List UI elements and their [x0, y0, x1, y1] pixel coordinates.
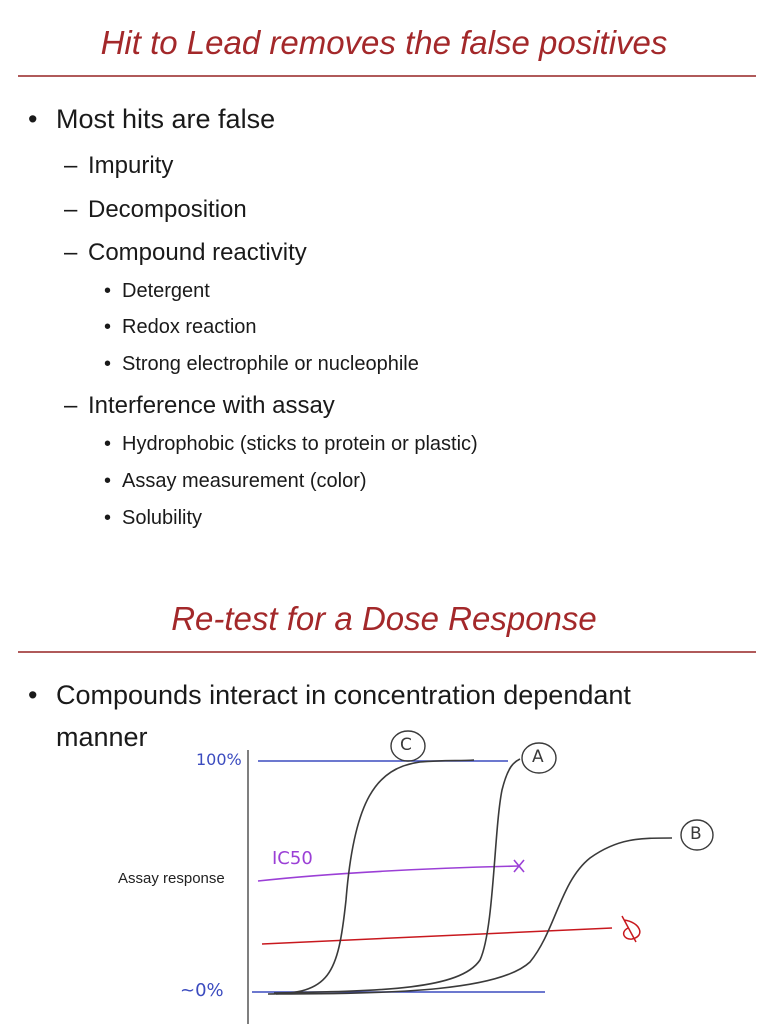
red-b-crossed-mark: [622, 916, 640, 942]
label-ic50: IC50: [272, 848, 313, 869]
bullet-dash: –: [64, 196, 78, 223]
bullet-dot: •: [104, 280, 112, 302]
curve-b: [276, 838, 672, 994]
slide-dose-response: [0, 570, 768, 1024]
red-threshold-line: [262, 928, 612, 944]
dose-response-sketch: [0, 570, 768, 1024]
bullet-level1: • Compounds interact in concentration dependant: [28, 680, 631, 710]
bullet-dot: •: [104, 507, 112, 529]
bullet-level2: – Interference with assay: [64, 392, 335, 419]
bullet-level3: • Strong electrophile or nucleophile: [104, 353, 419, 375]
bullet-dot: •: [28, 104, 38, 134]
bullet-level2: – Decomposition: [64, 196, 247, 223]
bullet-dash: –: [64, 392, 78, 419]
bullet-dot: •: [104, 470, 112, 492]
bullet-dash: –: [64, 152, 78, 179]
bullet-dot: •: [104, 433, 112, 455]
title-divider: [18, 75, 756, 77]
bullet-level2: – Impurity: [64, 152, 174, 179]
bullet-level3: • Redox reaction: [104, 316, 257, 338]
sketch-canvas: [0, 570, 768, 1024]
bullet-dot: •: [104, 316, 112, 338]
bullet-level3: • Solubility: [104, 507, 203, 529]
bullet-level3: • Detergent: [104, 280, 210, 302]
slide-title: Hit to Lead removes the false positives: [100, 24, 668, 61]
curve-label-b: B: [690, 824, 702, 844]
bullet-level2: – Compound reactivity: [64, 239, 307, 266]
bullet-level1: • Most hits are false: [28, 104, 276, 134]
slide-title: Re-test for a Dose Response: [171, 600, 597, 637]
label-0-percent: ~0%: [180, 980, 224, 1001]
bullet-dash: –: [64, 239, 78, 266]
curve-label-c: C: [400, 735, 412, 755]
curve-label-a: A: [532, 747, 544, 767]
y-axis-label: Assay response: [118, 870, 225, 887]
bullet-level3: • Assay measurement (color): [104, 470, 367, 492]
bullet-continuation: manner: [56, 722, 148, 752]
bullet-dot: •: [28, 680, 38, 710]
label-100-percent: 100%: [196, 750, 242, 769]
bullet-level3: • Hydrophobic (sticks to protein or plastic): [104, 433, 478, 455]
bullet-dot: •: [104, 353, 112, 375]
